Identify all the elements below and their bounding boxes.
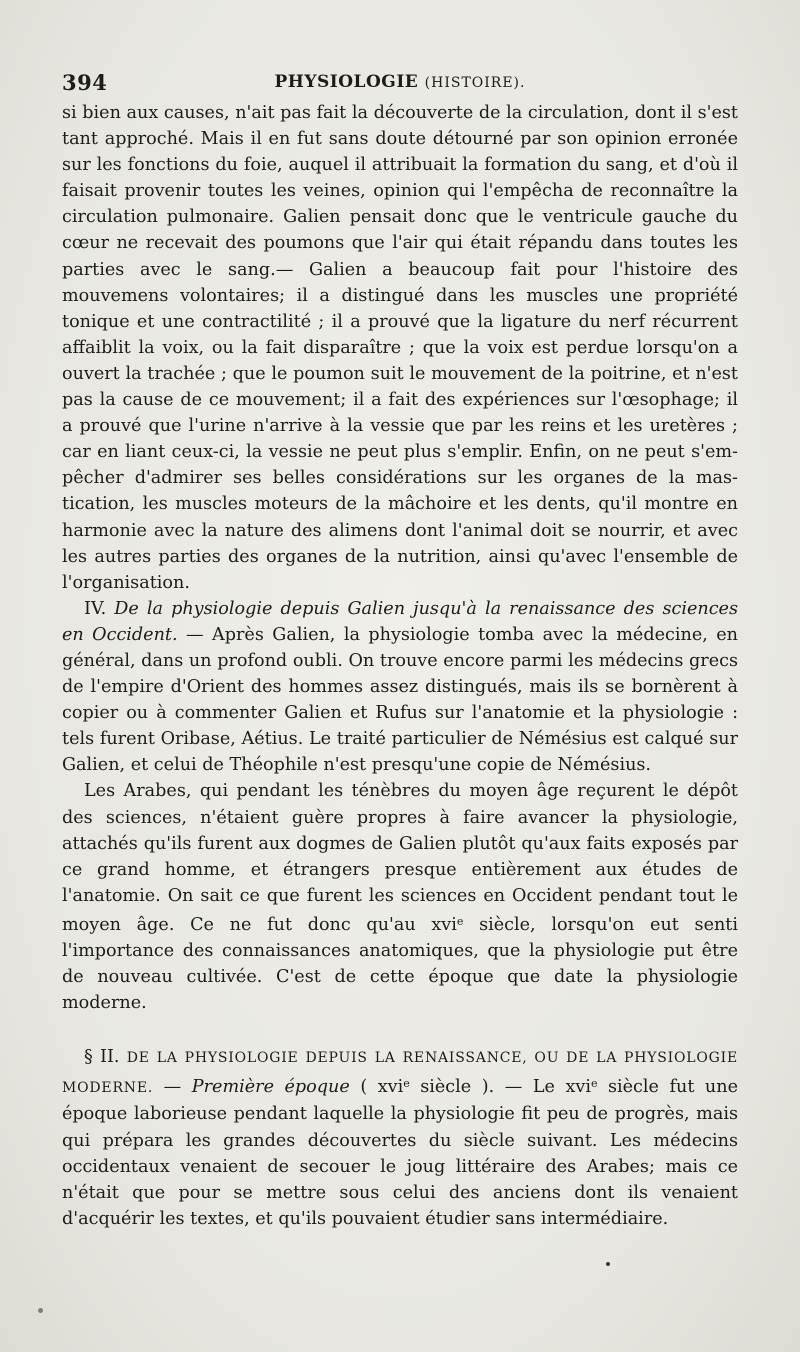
arabes-text-2: siècle, lorsqu'on eut senti l'importance des connaissances anatomiques, que la physiologie put être de nouveau cultivée. C'est de cette époque que date la physiologie moderne. [62, 914, 739, 1014]
section-ii-paren-superscript: e [403, 1077, 410, 1091]
section-iv-body: Après Galien, la physiologie tomba avec la médecine, en général, dans un profond oubli. On trouve encore parmi les médecins grecs de l'empire d'Orient des hommes assez distingués, mais ils se bornèrent à copier ou à commenter Galien et Rufus sur l'anatomie et la physiologie : tels furent Oribase, Aétius. Le traité particulier de Némésius est calqué sur Galien, et celui de Théophile n'est presqu'une copie de Némésius. [62, 624, 738, 776]
running-head [62, 66, 738, 100]
section-ii-number: § II. [84, 1047, 120, 1068]
section-ii-paragraph [62, 1044, 738, 1232]
paragraph-galien: si bien aux causes, n'ait pas fait la découverte de la circulation, dont il s'est tant approché. Mais il en fut sans doute détourné par son opinion erronée sur les fonctions du foie, auquel il attribuait la formation du sang, et d'où il faisait provenir toutes les veines, opinion qui l'empêcha de reconnaître la circulation pulmonaire. Galien pensait donc que le ventricule gauche du cœur ne recevait des poumons que l'air qui était répandu dans toutes les parties avec le sang.— Galien a beaucoup fait pour l'histoire des mouvemens volontaires; il a distingué dans les muscles une propriété tonique et une contractilité ; il a prouvé que la ligature du nerf récurrent affaiblit la voix, ou la fait disparaître ; que la voix est perdue lorsqu'on a ouvert la trachée ; que le poumon suit le mouvement de la poitrine, et n'est pas la cause de ce mouvement; il a fait des expériences sur l'œsophage; il a prouvé que l'urine n'arrive à la vessie que par les reins et les uretères ; car en liant ceux-ci, la vessie ne peut plus s'emplir. Enfin, on ne peut s'empêcher d'admirer ses belles considérations sur les organes de la mastication, les muscles moteurs de la mâchoire et les dents, qu'il montre en harmonie avec la nature des alimens dont l'animal doit se nourrir, et avec les autres parties des organes de la nutrition, ainsi qu'avec l'ensemble de l'organisation. [62, 103, 738, 593]
paragraph-arabes [62, 778, 738, 1016]
section-ii-heading: DE LA PHYSIOLOGIE DEPUIS LA RENAISSANCE, OU DE LA PHYSIOLOGIE MODERNE. [62, 1050, 738, 1097]
section-ii-body-superscript: e [590, 1077, 598, 1091]
running-title [62, 72, 738, 92]
section-ii-dash: — [153, 1077, 192, 1098]
ink-dot [606, 1262, 610, 1266]
arabes-text-1: Les Arabes, qui pendant les ténèbres du moyen âge reçurent le dépôt des sciences, n'étaient guère propres à faire avancer la physiologie, attachés qu'ils furent aux dogmes de Galien plutôt qu'aux faits exposés par ce grand homme, et étrangers presque entièrement aux études de l'anatomie. On sait ce que furent les sciences en Occident pendant tout le moyen âge. Ce ne fut donc qu'au xvi [62, 781, 738, 935]
arabes-superscript: e [456, 914, 464, 928]
page-number: 394 [62, 70, 108, 95]
page-body [62, 100, 738, 1232]
section-iv-number: IV. [84, 598, 107, 619]
section-ii-subheading: Première époque [191, 1077, 350, 1098]
section-ii-body-a: Le xvi [532, 1077, 591, 1098]
section-ii-paren-close: siècle ). — [409, 1077, 533, 1098]
running-title-paren: (HISTOIRE). [424, 75, 526, 91]
section-iv-paragraph [62, 596, 738, 779]
section-ii-paren-open: ( xvi [349, 1077, 404, 1098]
section-iv-heading: De la physiologie depuis Galien jusqu'à la renaissance des sciences en Occident. [62, 598, 738, 645]
running-title-main: PHYSIOLOGIE [274, 72, 419, 92]
section-ii-body-b: siècle fut une époque laborieuse pendant laquelle la physiologie fit peu de progrès, mais qui prépara les grandes découvertes du siècle suivant. Les médecins occidentaux venaient de secouer le joug littéraire des Arabes; mais ce n'était que pour se mettre sous celui des anciens dont ils venaient d'acquérir les textes, et qu'ils pouvaient étudier sans intermédiaire. [62, 1077, 738, 1229]
section-iv-dash: — [177, 624, 213, 645]
ink-smudge [38, 1308, 43, 1313]
